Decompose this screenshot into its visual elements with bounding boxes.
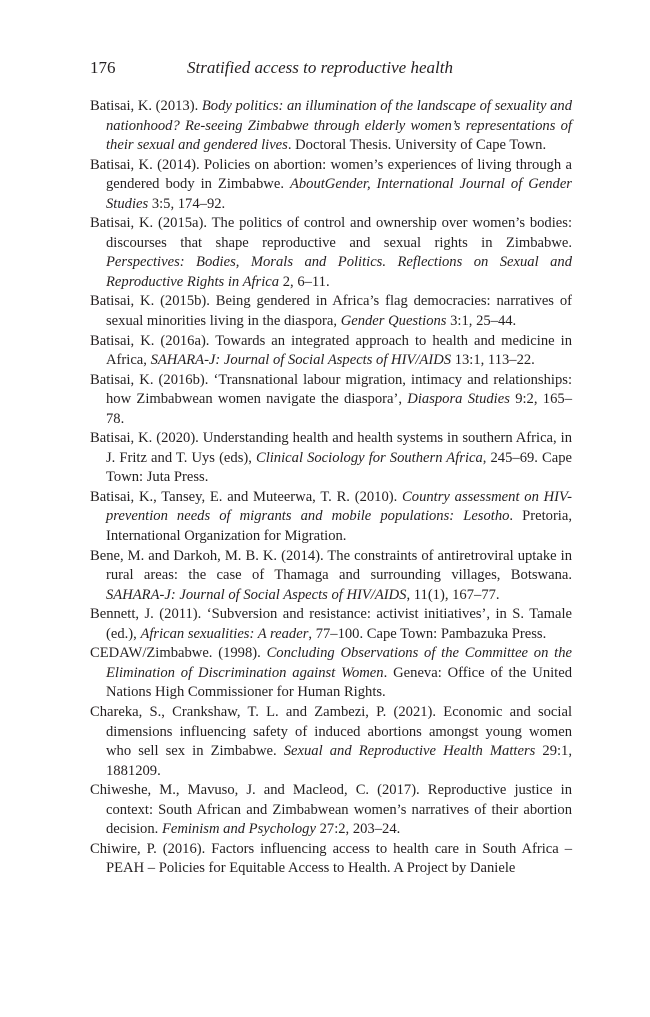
running-head <box>90 58 572 84</box>
reference-title-italic: Clinical Sociology for Southern Africa <box>255 449 483 466</box>
reference-text: Batisai, K., Tansey, E. and Muteerwa, T. R. (2010). <box>90 488 403 505</box>
reference-title-italic: Concluding Observations of the Committee on the Elimination of Discrimination against Women <box>106 645 572 681</box>
reference-text: Batisai, K. (2014). Policies on abortion: women’s experiences of living through a gendered body in Zimbabwe. <box>90 156 572 193</box>
reference-title-italic: AboutGender, International Journal of Gender Studies <box>106 176 572 212</box>
reference-text: 3:5, 174–92. <box>148 195 226 212</box>
reference-title-italic: African sexualities: A reader <box>140 625 309 642</box>
reference-text: Batisai, K. (2020). Understanding health and health systems in southern Africa, in J. Fritz and T. Uys (eds), <box>90 430 572 466</box>
reference-entry <box>90 840 572 879</box>
reference-entry <box>90 605 572 644</box>
reference-text: CEDAW/Zimbabwe. (1998). <box>90 645 267 662</box>
reference-text: . Pretoria, International Organization for Migration. <box>106 508 572 545</box>
reference-text: Chareka, S., Crankshaw, T. L. and Zambezi, P. (2021). Economic and social dimensions influencing safety of induced abortions amongst young women who sell sex in Zimbabwe. <box>90 703 572 760</box>
reference-title-italic: Gender Questions <box>340 313 447 330</box>
running-title: Stratified access to reproductive health <box>187 58 453 77</box>
reference-text: Chiweshe, M., Mavuso, J. and Macleod, C. (2017). Reproductive justice in context: South African and Zimbabwean women’s narratives of their abortion decision. <box>90 782 572 838</box>
reference-title-italic: Feminism and Psychology <box>161 821 316 838</box>
reference-title-italic: Perspectives: Bodies, Morals and Politics. Reflections on Sexual and Reproductive Rights in Africa <box>106 254 572 290</box>
reference-text: Batisai, K. (2016a). Towards an integrated approach to health and medicine in Africa, <box>90 332 572 369</box>
reference-text: Bennett, J. (2011). ‘Subversion and resistance: activist initiatives’, in S. Tamale (ed.), <box>90 606 572 642</box>
reference-entry <box>90 214 572 292</box>
reference-text: Batisai, K. (2016b). ‘Transnational labour migration, intimacy and relationships: how Zimbabwean women navigate the diaspora’, <box>90 371 572 408</box>
reference-text: Batisai, K. (2013). <box>90 98 202 114</box>
reference-text: 2, 6–11. <box>279 273 330 290</box>
reference-entry <box>90 781 572 840</box>
reference-text: Batisai, K. (2015a). The politics of control and ownership over women’s bodies: discourses that shape reproductive and sexual rights in Zimbabwe. <box>90 215 572 251</box>
reference-entry <box>90 97 572 156</box>
reference-entry <box>90 429 572 488</box>
reference-list <box>90 97 572 879</box>
reference-title-italic: Country assessment on HIV-prevention needs of migrants and mobile populations: Lesotho <box>106 488 572 525</box>
reference-text: , 77–100. Cape Town: Pambazuka Press. <box>308 625 547 642</box>
reference-text: 9:2, 165–78. <box>106 391 572 427</box>
reference-text: . Geneva: Office of the United Nations High Commissioner for Human Rights. <box>106 664 572 701</box>
reference-text: , 245–69. Cape Town: Juta Press. <box>106 449 572 486</box>
reference-entry <box>90 644 572 703</box>
reference-text: Chiwire, P. (2016). Factors influencing access to health care in South Africa – PEAH – Policies for Equitable Access to Health. A Project by Daniele <box>90 840 572 877</box>
reference-text: Bene, M. and Darkoh, M. B. K. (2014). The constraints of antiretroviral uptake in rural areas: the case of Thamaga and surrounding villages, Botswana. <box>90 547 572 584</box>
reference-title-italic: Diaspora Studies <box>407 391 510 408</box>
reference-text: 3:1, 25–44. <box>446 313 517 330</box>
reference-entry <box>90 488 572 547</box>
reference-title-italic: SAHARA-J: Journal of Social Aspects of HIV/AIDS <box>106 586 407 603</box>
reference-entry <box>90 292 572 331</box>
reference-entry <box>90 371 572 430</box>
reference-text: , 11(1), 167–77. <box>406 586 500 603</box>
reference-text: 29:1, 1881209. <box>106 743 573 779</box>
reference-text: Batisai, K. (2015b). Being gendered in Africa’s flag democracies: narratives of sexual minorities living in the diaspora, <box>90 293 572 330</box>
reference-title-italic: SAHARA-J: Journal of Social Aspects of HIV/AIDS <box>150 352 452 369</box>
reference-entry <box>90 332 572 371</box>
reference-entry <box>90 156 572 215</box>
reference-title-italic: Sexual and Reproductive Health Matters <box>283 743 536 760</box>
reference-text: . Doctoral Thesis. University of Cape Town. <box>287 137 547 154</box>
reference-title-italic: Body politics: an illumination of the landscape of sexuality and nationhood? Re-seeing Zimbabwe through elderly women’s representations of their sexual and gendered lives <box>106 98 572 154</box>
page-number: 176 <box>90 58 116 77</box>
reference-entry <box>90 703 572 781</box>
reference-entry <box>90 547 572 606</box>
reference-text: 27:2, 203–24. <box>315 821 401 838</box>
reference-text: 13:1, 113–22. <box>451 352 535 369</box>
